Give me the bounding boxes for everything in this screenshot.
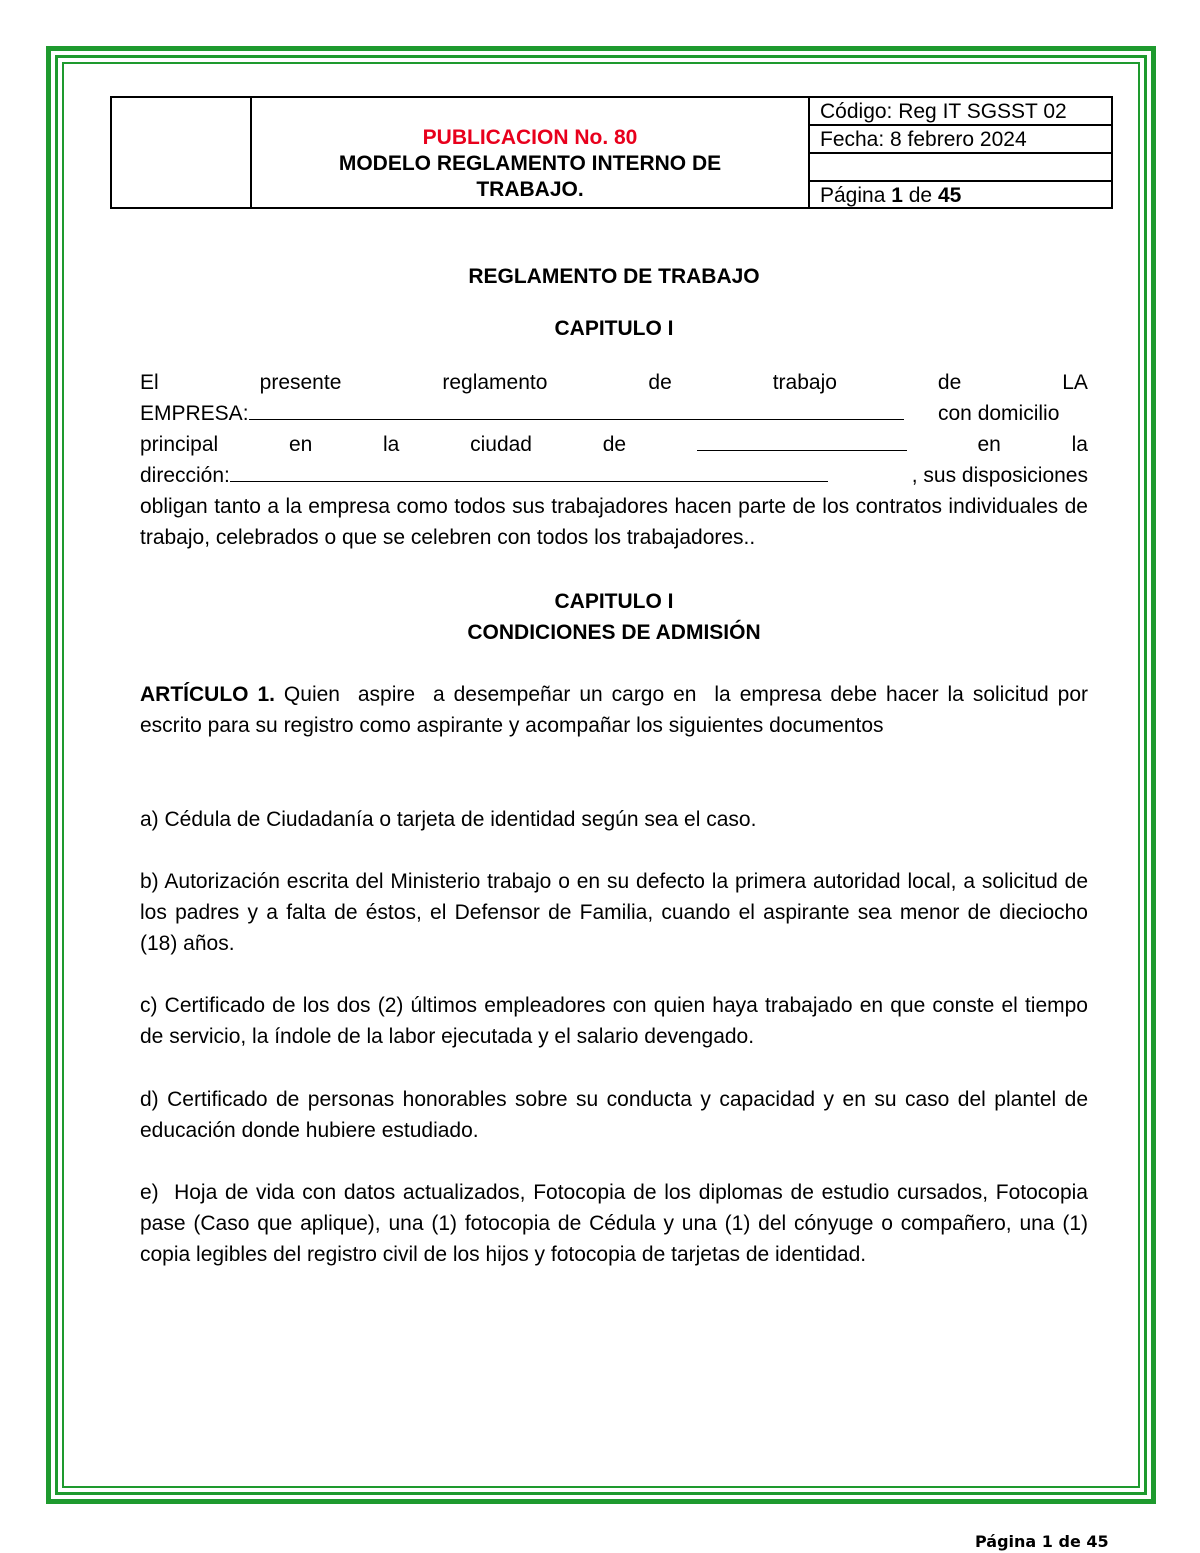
item-e: e) Hoja de vida con datos actualizados, Fotocopia de los diplomas de estudio cursados, Fotocopia pase (Caso que aplique), una (1) fotocopia de Cédula y una (1) del cónyuge o compañero, una (1) copia legibles del registro civil de los hijos y fotocopia de tarjetas de identidad. [140, 1181, 1094, 1266]
header-meta-cell [810, 98, 1111, 207]
intro-line-1: El presente reglamento de trabajo de LA [140, 371, 1088, 394]
item-d: d) Certificado de personas honorables sobre su conducta y capacidad y en su caso del plantel de educación donde hubiere estudiado. [140, 1088, 1088, 1142]
main-title: REGLAMENTO DE TRABAJO [468, 265, 760, 288]
chapter-heading: CAPITULO I [554, 317, 674, 340]
article-1-label: ARTÍCULO 1. [140, 683, 275, 706]
item-b: b) Autorización escrita del Ministerio trabajo o en su defecto la primera autoridad local, a solicitud de los padres y a falta de éstos, el Defensor de Familia, cuando el aspirante sea menor de dieciocho (18) años. [140, 870, 1088, 955]
header-title-line2: TRABAJO. [476, 178, 584, 201]
header-page-number: Página 1 de 45 [820, 184, 962, 207]
publication-number: PUBLICACION No. 80 [422, 126, 638, 149]
chapter-subheading: CONDICIONES DE ADMISIÓN [467, 621, 761, 644]
article-1-text: Quien aspire a desempeñar un cargo en la empresa debe hacer la solicitud por escrito para su registro como aspirante y acompañar los siguientes documentos [140, 683, 1094, 737]
item-c: c) Certificado de los dos (2) últimos empleadores con quien haya trabajado en que conste el tiempo de servicio, la índole de la labor ejecutada y el salario devengado. [140, 994, 1088, 1048]
header-empty-cell [810, 154, 1111, 182]
logo-cell [112, 98, 252, 207]
city-blank[interactable] [697, 432, 907, 451]
intro-line-3: principal en la ciudad de en la [140, 433, 1088, 456]
item-a: a) Cédula de Ciudadanía o tarjeta de identidad según sea el caso. [140, 808, 757, 831]
article-1 [140, 679, 1094, 741]
company-name-blank[interactable] [249, 401, 904, 420]
intro-line-4: dirección: , sus disposiciones [140, 464, 1088, 487]
address-blank[interactable] [230, 463, 828, 482]
intro-rest: obligan tanto a la empresa como todos sus trabajadores hacen parte de los contratos individuales de trabajo, celebrados o que se celebren con todos los trabajadores.. [140, 495, 1088, 549]
intro-line-2: EMPRESA: con domicilio [140, 402, 1060, 425]
document-header-table [110, 96, 1113, 209]
intro-paragraph [140, 367, 1088, 553]
chapter-heading-2: CAPITULO I [554, 590, 674, 613]
document-code: Código: Reg IT SGSST 02 [810, 98, 1111, 126]
footer-page-number: Página 1 de 45 [975, 1532, 1109, 1551]
header-title-line1: MODELO REGLAMENTO INTERNO DE [338, 152, 722, 175]
document-date: Fecha: 8 febrero 2024 [810, 126, 1111, 154]
header-title-cell [252, 98, 810, 207]
